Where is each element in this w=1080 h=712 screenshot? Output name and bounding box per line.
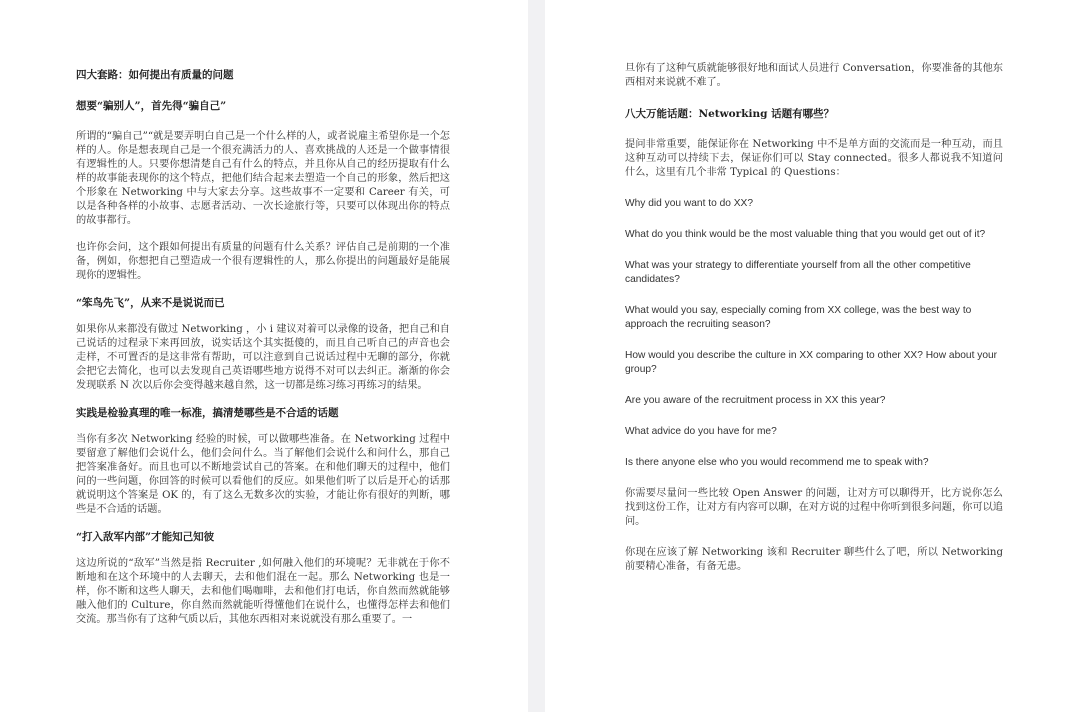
section-heading-3: 实践是检验真理的唯一标准，搞清楚哪些是不合适的话题 (76, 407, 339, 419)
question-item: What do you think would be the most valuable thing that you would get out of it? (625, 229, 986, 240)
question-item: How would you describe the culture in XX comparing to other XX? How about your group? (625, 350, 998, 375)
section-2-paragraph-1: 如果你从来都没有做过 Networking ，小 i 建议对着可以录像的设备，把自己和自己说话的过程录下来再回放，说实话这个其实挺傻的，而且自己听自己的声音也会走样，不可置否的是这非常有帮助，可以注意到自己说话过程中无聊的部分，你就会把它去简化，也可以去发现自己英语哪些地方说得不对可以去纠正。渐渐的你会发现联系 N 次以后你会变得越来越自然，这一切都是练习练习再练习的结果。 (76, 324, 450, 391)
left-page-content (76, 68, 450, 627)
topics-intro-paragraph: 提问非常重要，能保证你在 Networking 中不是单方面的交流而是一种互动，而且这种互动可以持续下去，保证你们可以 Stay connected。很多人都说我不知道问什么，这里有几个非常 Typical 的 Questions： (625, 139, 1003, 178)
section-1-paragraph-1: 所谓的“骗自己”“就是要弄明白自己是一个什么样的人，或者说雇主希望你是一个怎样的人。你是想表现自己是一个很充满活力的人、喜欢挑战的人还是一个做事情很有逻辑性的人。只要你想清楚自己有什么的特点，并且你从自己的经历提取有什么样的故事能表现你的这个特点，把他们结合起来去塑造一个自己的形象，然后把这个形象在 Networking 中与大家去分享。这些故事不一定要和 Career 有关，可以是各种各样的小故事、志愿者活动、一次长途旅行等，只要可以体现出你的特点的故事都行。 (76, 131, 450, 226)
section-heading-topics: 八大万能话题：Networking 话题有哪些？ (625, 108, 835, 120)
section-3-paragraph-1: 当你有多次 Networking 经验的时候，可以做哪些准备。在 Networking 过程中要留意了解他们会说什么，他们会问什么。当了解他们会说什么和问什么，那自己把答案准备好。而且也可以不断地尝试自己的答案。在和他们聊天的过程中，他们问的一些问题，你回答的时候可以看他们的反应。如果他们听了以后是开心的话那就说明这个答案是 OK 的，有了这么无数多次的实验，才能让你有很好的判断，哪些是不合适的话题。 (76, 434, 450, 515)
section-heading-4: “打入敌军内部”才能知己知彼 (76, 531, 215, 543)
section-4-paragraph-1: 这边所说的“敌军”当然是指 Recruiter ,如何融入他们的环境呢？无非就在于你不断地和在这个环境中的人去聊天，去和他们混在一起。那么 Networking 也是一样，你不断和这些人聊天，去和他们喝咖啡，去和他们打电话，你自然而然就能够融入他们的 Culture，你自然而然就能听得懂他们在说什么，也懂得怎样去和他们交流。那当你有了这种气质以后，其他东西相对来说就没有那么重要了。一 (76, 558, 450, 625)
question-item: Are you aware of the recruitment process in XX this year? (625, 395, 886, 406)
question-item: What was your strategy to differentiate yourself from all the other competitive candidates? (625, 260, 971, 285)
question-item: What advice do you have for me? (625, 426, 777, 437)
section-heading-2: “笨鸟先飞”，从来不是说说而已 (76, 297, 225, 309)
page-gutter (528, 0, 545, 712)
right-page-content (625, 62, 1003, 574)
question-list (625, 197, 1003, 470)
question-item: Why did you want to do XX? (625, 198, 753, 209)
section-heading-1: 想要“骗别人”，首先得“骗自己” (76, 100, 227, 112)
section-1-paragraph-2: 也许你会问，这个跟如何提出有质量的问题有什么关系？评估自己是前期的一个准备，例如，你想把自己塑造成一个很有逻辑性的人，那么你提出的问题最好是能展现你的逻辑性。 (76, 242, 450, 281)
document-page-left (0, 0, 528, 712)
open-answer-paragraph: 你需要尽量问一些比较 Open Answer 的问题，让对方可以聊得开，比方说你怎么找到这份工作，让对方有内容可以聊，在对方说的过程中你听到很多问题，你可以追问。 (625, 488, 1003, 527)
question-item: Is there anyone else who you would recommend me to speak with? (625, 457, 929, 468)
document-page-right (545, 0, 1080, 712)
document-title: 四大套路：如何提出有质量的问题 (76, 69, 234, 81)
closing-paragraph: 你现在应该了解 Networking 该和 Recruiter 聊些什么了吧，所以 Networking 前要精心准备，有备无患。 (625, 547, 1003, 572)
question-item: What would you say, especially coming from XX college, was the best way to approach the recruiting season? (625, 305, 972, 330)
continued-paragraph: 旦你有了这种气质就能够很好地和面试人员进行 Conversation，你要准备的其他东西相对来说就不难了。 (625, 63, 1003, 88)
